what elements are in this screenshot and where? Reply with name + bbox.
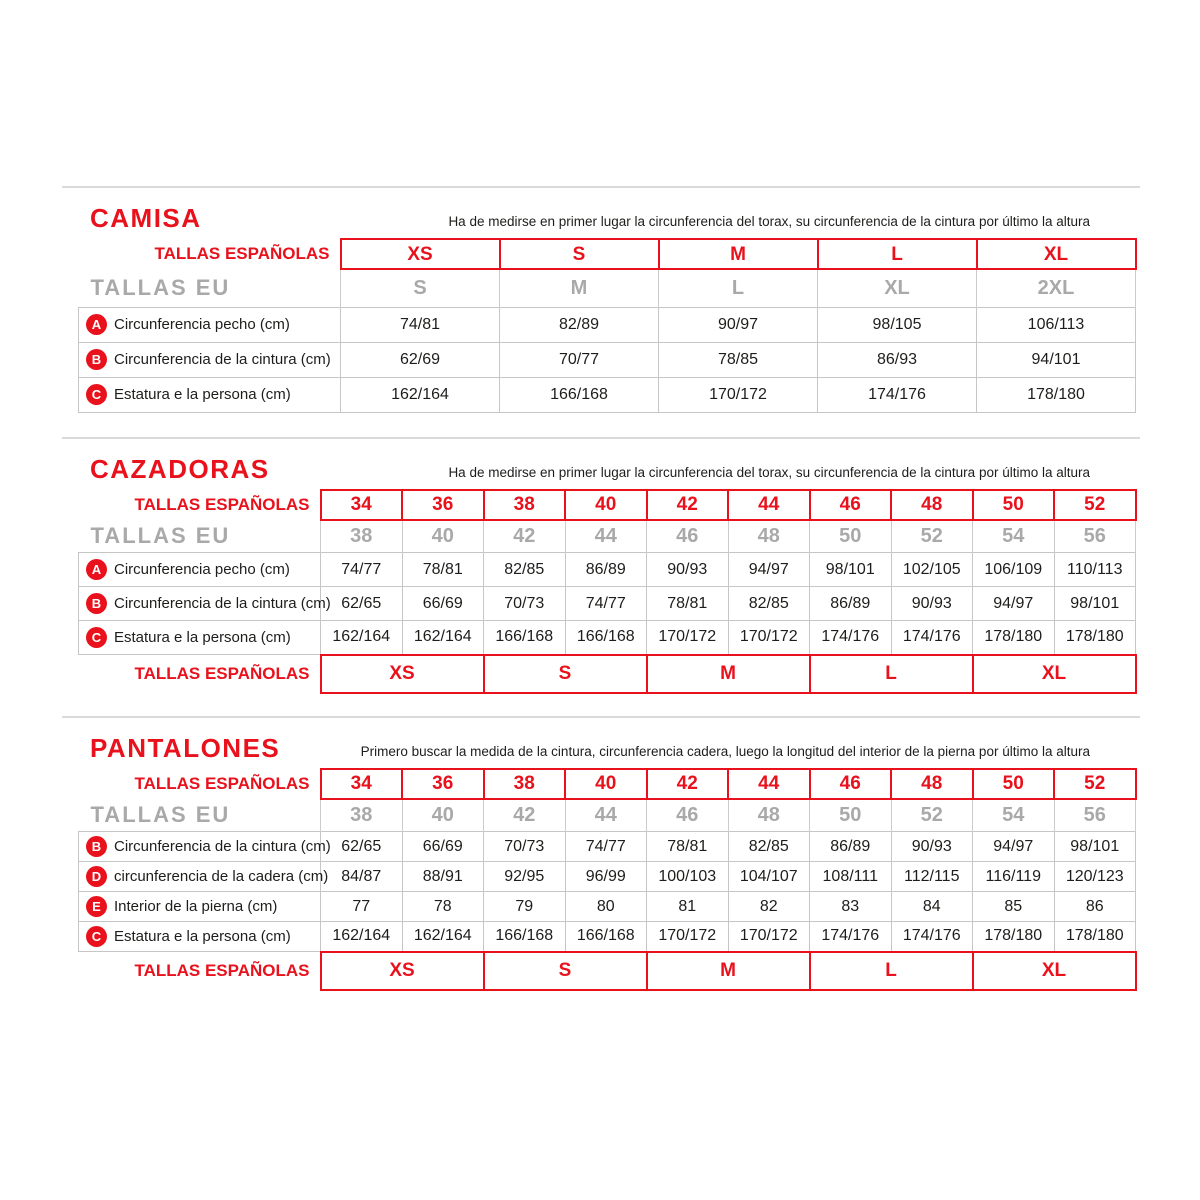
measurement-value-cell: 170/172 xyxy=(728,621,810,655)
spanish-size-cell: 44 xyxy=(728,490,810,520)
measurement-value-cell: 84 xyxy=(891,892,973,922)
measurement-value-cell: 82 xyxy=(728,892,810,922)
measurement-row xyxy=(79,587,1136,621)
measurement-row xyxy=(79,342,1136,377)
eu-size-cell: M xyxy=(500,269,659,307)
measurement-label-cell xyxy=(79,342,341,377)
eu-size-cell: 44 xyxy=(565,520,647,553)
measurement-value-cell: 174/176 xyxy=(891,621,973,655)
measurement-label: Circunferencia de la cintura (cm) xyxy=(114,351,331,368)
size-chart-section-camisa xyxy=(62,186,1140,437)
spanish-size-cell: 38 xyxy=(484,769,566,799)
measurement-value-cell: 74/77 xyxy=(565,832,647,862)
spanish-size-cell: 36 xyxy=(402,769,484,799)
measurement-value-cell: 90/93 xyxy=(647,553,729,587)
measurement-label-cell xyxy=(79,587,331,621)
eu-size-cell: 38 xyxy=(321,799,403,832)
eu-size-cell: 42 xyxy=(484,520,566,553)
measurement-value-cell: 110/113 xyxy=(1054,553,1136,587)
measurement-value-cell: 170/172 xyxy=(647,922,729,952)
spanish-size-cell: 42 xyxy=(647,490,729,520)
eu-sizes-row xyxy=(79,799,1136,832)
measurement-value-cell: 178/180 xyxy=(973,621,1055,655)
measurement-value-cell: 74/77 xyxy=(565,587,647,621)
measurement-value-cell: 170/172 xyxy=(659,377,818,412)
eu-size-cell: 38 xyxy=(321,520,403,553)
spanish-sizes-row xyxy=(79,490,1136,520)
measurement-value-cell: 174/176 xyxy=(891,922,973,952)
measurement-value-cell: 94/97 xyxy=(728,553,810,587)
eu-size-cell: 48 xyxy=(728,799,810,832)
measurement-row xyxy=(79,832,1136,862)
measurement-value-cell: 166/168 xyxy=(565,922,647,952)
spanish-size-cell: 42 xyxy=(647,769,729,799)
spanish-size-cell: 40 xyxy=(565,769,647,799)
measurement-row xyxy=(79,892,1136,922)
measure-letter-badge: B xyxy=(86,593,107,614)
measurement-label: Circunferencia pecho (cm) xyxy=(114,561,290,578)
measurement-value-cell: 78/81 xyxy=(647,832,729,862)
measurement-value-cell: 66/69 xyxy=(402,587,484,621)
measure-letter-badge: D xyxy=(86,866,107,887)
spanish-size-cell: 52 xyxy=(1054,490,1136,520)
measurement-value-cell: 98/101 xyxy=(1054,587,1136,621)
spanish-sizes-row xyxy=(79,769,1136,799)
grouped-spanish-sizes-row xyxy=(79,952,1136,990)
spanish-size-cell: 50 xyxy=(973,490,1055,520)
measurement-label: Circunferencia pecho (cm) xyxy=(114,316,290,333)
measurement-value-cell: 98/105 xyxy=(818,307,977,342)
measure-letter-badge: C xyxy=(86,384,107,405)
measurement-value-cell: 178/180 xyxy=(973,922,1055,952)
spanish-sizes-label: TALLAS ESPAÑOLAS xyxy=(134,663,310,683)
grouped-size-cell: XL xyxy=(973,952,1136,990)
measurement-value-cell: 66/69 xyxy=(402,832,484,862)
measurement-label: Estatura e la persona (cm) xyxy=(114,629,291,646)
eu-size-cell: S xyxy=(341,269,500,307)
eu-size-cell: L xyxy=(659,269,818,307)
grouped-size-cell: S xyxy=(484,952,647,990)
measurement-value-cell: 174/176 xyxy=(810,922,892,952)
measurement-value-cell: 166/168 xyxy=(484,922,566,952)
measurement-value-cell: 79 xyxy=(484,892,566,922)
spanish-size-cell: 34 xyxy=(321,769,403,799)
grouped-size-cell: M xyxy=(647,655,810,693)
spanish-size-cell: 50 xyxy=(973,769,1055,799)
measuring-instructions-note: Ha de medirse en primer lugar la circunferencia del torax, su circunferencia de la cintura por último la altura xyxy=(448,214,1090,230)
measurement-label: Circunferencia de la cintura (cm) xyxy=(114,838,331,855)
measurement-value-cell: 82/85 xyxy=(728,587,810,621)
measurement-value-cell: 86/93 xyxy=(818,342,977,377)
eu-size-cell: 56 xyxy=(1054,520,1136,553)
eu-sizes-row xyxy=(79,269,1136,307)
measurement-value-cell: 77 xyxy=(321,892,403,922)
measurement-value-cell: 86/89 xyxy=(810,832,892,862)
measure-letter-badge: A xyxy=(86,559,107,580)
measurement-value-cell: 178/180 xyxy=(1054,922,1136,952)
spanish-size-cell: 40 xyxy=(565,490,647,520)
grouped-size-cell: M xyxy=(647,952,810,990)
measurement-value-cell: 162/164 xyxy=(402,922,484,952)
measurement-value-cell: 92/95 xyxy=(484,862,566,892)
measurement-value-cell: 78/85 xyxy=(659,342,818,377)
measurement-value-cell: 82/89 xyxy=(500,307,659,342)
measurement-value-cell: 90/93 xyxy=(891,587,973,621)
eu-size-cell: 44 xyxy=(565,799,647,832)
spanish-sizes-label: TALLAS ESPAÑOLAS xyxy=(134,494,310,514)
measurement-value-cell: 120/123 xyxy=(1054,862,1136,892)
eu-size-cell: 40 xyxy=(402,799,484,832)
measurement-value-cell: 98/101 xyxy=(1054,832,1136,862)
measurement-value-cell: 70/73 xyxy=(484,832,566,862)
measurement-value-cell: 88/91 xyxy=(402,862,484,892)
measure-letter-badge: C xyxy=(86,926,107,947)
measurement-label-cell xyxy=(79,832,331,862)
measurement-value-cell: 96/99 xyxy=(565,862,647,892)
eu-sizes-label: TALLAS EU xyxy=(90,801,231,827)
measurement-value-cell: 166/168 xyxy=(500,377,659,412)
measurement-value-cell: 166/168 xyxy=(484,621,566,655)
spanish-size-cell: 36 xyxy=(402,490,484,520)
spanish-size-cell: 34 xyxy=(321,490,403,520)
measurement-value-cell: 106/113 xyxy=(977,307,1136,342)
spanish-size-cell: L xyxy=(818,239,977,269)
measurement-value-cell: 178/180 xyxy=(1054,621,1136,655)
eu-size-cell: 50 xyxy=(810,520,892,553)
measurement-value-cell: 162/164 xyxy=(341,377,500,412)
eu-size-cell: 54 xyxy=(973,520,1055,553)
eu-sizes-label: TALLAS EU xyxy=(90,274,231,300)
spanish-size-cell: 38 xyxy=(484,490,566,520)
measurement-value-cell: 94/101 xyxy=(977,342,1136,377)
measurement-label-cell xyxy=(79,892,321,922)
spanish-size-cell: XL xyxy=(977,239,1136,269)
measurement-label-cell xyxy=(79,621,321,655)
grouped-size-cell: XS xyxy=(321,952,484,990)
measure-letter-badge: C xyxy=(86,627,107,648)
grouped-size-cell: XL xyxy=(973,655,1136,693)
size-chart-section-cazadoras xyxy=(62,437,1140,716)
spanish-size-cell: S xyxy=(500,239,659,269)
measurement-value-cell: 102/105 xyxy=(891,553,973,587)
measurement-label-cell xyxy=(79,377,341,412)
measuring-instructions-note: Ha de medirse en primer lugar la circunferencia del torax, su circunferencia de la cintura por último la altura xyxy=(448,464,1090,480)
measurement-value-cell: 78/81 xyxy=(647,587,729,621)
measurement-label-cell xyxy=(79,922,321,952)
measurement-value-cell: 62/65 xyxy=(321,587,403,621)
measurement-label-cell xyxy=(79,553,321,587)
grouped-spanish-sizes-row xyxy=(79,655,1136,693)
section-title: CAMISA xyxy=(90,203,202,233)
eu-size-cell: 56 xyxy=(1054,799,1136,832)
measure-letter-badge: E xyxy=(86,896,107,917)
measurement-value-cell: 98/101 xyxy=(810,553,892,587)
measurement-value-cell: 81 xyxy=(647,892,729,922)
measurement-value-cell: 162/164 xyxy=(321,922,403,952)
grouped-size-cell: S xyxy=(484,655,647,693)
measurement-value-cell: 82/85 xyxy=(484,553,566,587)
spanish-size-cell: 46 xyxy=(810,769,892,799)
measurement-value-cell: 116/119 xyxy=(973,862,1055,892)
measurement-value-cell: 108/111 xyxy=(810,862,892,892)
measurement-value-cell: 86 xyxy=(1054,892,1136,922)
spanish-sizes-label: TALLAS ESPAÑOLAS xyxy=(134,960,310,980)
eu-size-cell: XL xyxy=(818,269,977,307)
measurement-row xyxy=(79,377,1136,412)
measurement-value-cell: 162/164 xyxy=(402,621,484,655)
eu-size-cell: 52 xyxy=(891,799,973,832)
eu-size-cell: 46 xyxy=(647,520,729,553)
measurement-value-cell: 82/85 xyxy=(728,832,810,862)
measurement-row xyxy=(79,621,1136,655)
measurement-row xyxy=(79,307,1136,342)
measurement-value-cell: 86/89 xyxy=(565,553,647,587)
measurement-row xyxy=(79,862,1136,892)
measurement-value-cell: 83 xyxy=(810,892,892,922)
grouped-size-cell: L xyxy=(810,655,973,693)
measure-letter-badge: B xyxy=(86,836,107,857)
camisa-size-table xyxy=(78,238,1137,413)
measurement-value-cell: 112/115 xyxy=(891,862,973,892)
measurement-value-cell: 85 xyxy=(973,892,1055,922)
measurement-value-cell: 94/97 xyxy=(973,832,1055,862)
measurement-value-cell: 62/69 xyxy=(341,342,500,377)
spanish-size-cell: XS xyxy=(341,239,500,269)
measurement-value-cell: 106/109 xyxy=(973,553,1055,587)
measurement-row xyxy=(79,922,1136,952)
measurement-label-cell xyxy=(79,307,341,342)
measure-letter-badge: A xyxy=(86,314,107,335)
measurement-value-cell: 86/89 xyxy=(810,587,892,621)
eu-size-cell: 42 xyxy=(484,799,566,832)
measurement-value-cell: 70/73 xyxy=(484,587,566,621)
eu-size-cell: 50 xyxy=(810,799,892,832)
measurement-value-cell: 166/168 xyxy=(565,621,647,655)
eu-sizes-label: TALLAS EU xyxy=(90,522,231,548)
measuring-instructions-note: Primero buscar la medida de la cintura, circunferencia cadera, luego la longitud del interior de la pierna por último la altura xyxy=(360,743,1090,759)
eu-size-cell: 54 xyxy=(973,799,1055,832)
spanish-size-cell: 52 xyxy=(1054,769,1136,799)
grouped-size-cell: XS xyxy=(321,655,484,693)
measurement-value-cell: 170/172 xyxy=(647,621,729,655)
measurement-value-cell: 74/77 xyxy=(321,553,403,587)
section-title: CAZADORAS xyxy=(90,453,270,484)
measurement-value-cell: 174/176 xyxy=(810,621,892,655)
measurement-label-cell xyxy=(79,862,329,892)
measurement-value-cell: 90/93 xyxy=(891,832,973,862)
spanish-size-cell: 44 xyxy=(728,769,810,799)
measurement-value-cell: 78/81 xyxy=(402,553,484,587)
cazadoras-size-table xyxy=(78,489,1137,694)
spanish-size-cell: 46 xyxy=(810,490,892,520)
grouped-size-cell: L xyxy=(810,952,973,990)
measurement-value-cell: 174/176 xyxy=(818,377,977,412)
eu-sizes-row xyxy=(79,520,1136,553)
eu-size-cell: 46 xyxy=(647,799,729,832)
spanish-size-cell: 48 xyxy=(891,490,973,520)
spanish-sizes-label: TALLAS ESPAÑOLAS xyxy=(134,773,310,793)
size-chart-section-pantalones xyxy=(62,716,1140,1011)
section-header xyxy=(62,731,1140,761)
measurement-label: Interior de la pierna (cm) xyxy=(114,898,278,915)
spanish-sizes-row xyxy=(79,239,1136,269)
section-title: PANTALONES xyxy=(90,732,281,763)
measurement-label: Estatura e la persona (cm) xyxy=(114,386,291,403)
eu-size-cell: 52 xyxy=(891,520,973,553)
measurement-value-cell: 162/164 xyxy=(321,621,403,655)
spanish-size-cell: M xyxy=(659,239,818,269)
pantalones-size-table xyxy=(78,768,1137,991)
measurement-value-cell: 90/97 xyxy=(659,307,818,342)
spanish-sizes-label: TALLAS ESPAÑOLAS xyxy=(154,244,330,263)
measurement-value-cell: 78 xyxy=(402,892,484,922)
measurement-value-cell: 70/77 xyxy=(500,342,659,377)
eu-size-cell: 40 xyxy=(402,520,484,553)
measurement-value-cell: 74/81 xyxy=(341,307,500,342)
measurement-value-cell: 104/107 xyxy=(728,862,810,892)
measurement-label: Circunferencia de la cintura (cm) xyxy=(114,595,331,612)
measurement-row xyxy=(79,553,1136,587)
measurement-value-cell: 94/97 xyxy=(973,587,1055,621)
measurement-value-cell: 80 xyxy=(565,892,647,922)
measurement-label: Estatura e la persona (cm) xyxy=(114,928,291,945)
measurement-value-cell: 84/87 xyxy=(321,862,403,892)
eu-size-cell: 2XL xyxy=(977,269,1136,307)
eu-size-cell: 48 xyxy=(728,520,810,553)
measurement-value-cell: 178/180 xyxy=(977,377,1136,412)
measure-letter-badge: B xyxy=(86,349,107,370)
section-header xyxy=(62,452,1140,482)
measurement-value-cell: 170/172 xyxy=(728,922,810,952)
measurement-label: circunferencia de la cadera (cm) xyxy=(114,868,329,885)
measurement-value-cell: 100/103 xyxy=(647,862,729,892)
section-header xyxy=(62,201,1140,231)
spanish-size-cell: 48 xyxy=(891,769,973,799)
measurement-value-cell: 62/65 xyxy=(321,832,403,862)
